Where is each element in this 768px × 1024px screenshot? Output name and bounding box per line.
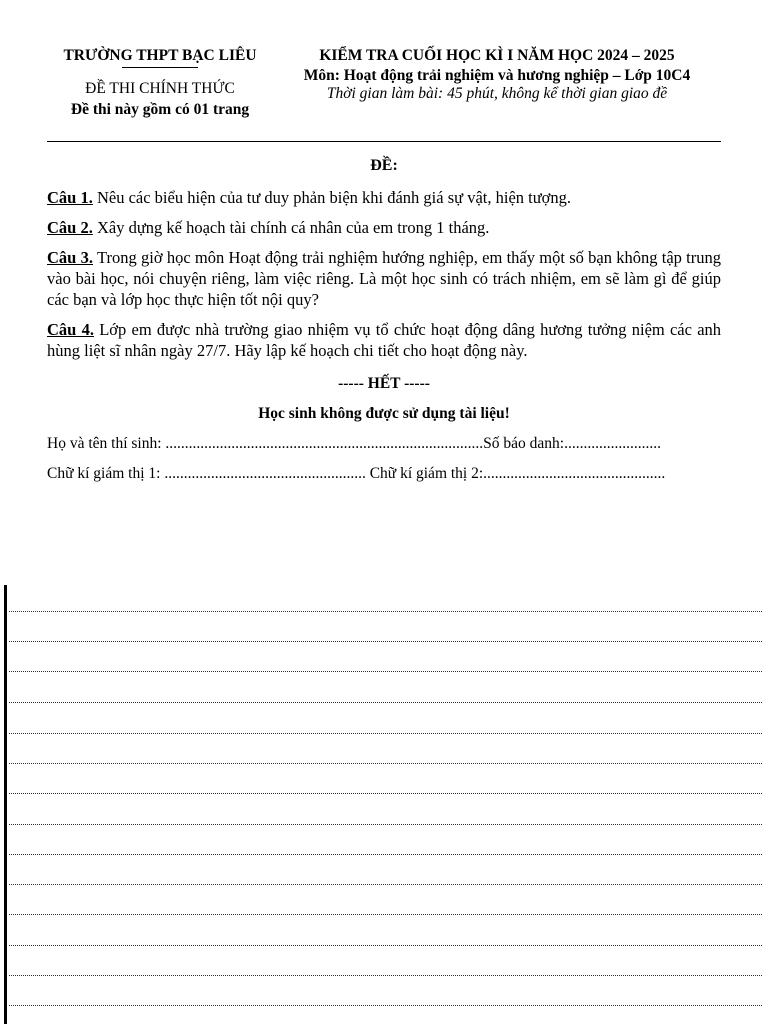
question-text: Lớp em được nhà trường giao nhiệm vụ tổ chức hoạt động dâng hương tưởng niệm các anh hùng liệt sĩ nhân ngày 27/7. Hãy lập kế hoạch chi tiết cho hoạt động này. [47,320,722,360]
question-label: Câu 1. [47,188,93,207]
school-name: TRƯỜNG THPT BẠC LIÊU [63,47,257,64]
proctor-signature-field: Chữ kí giám thị 1: .................................................... Chữ kí giám thị 2:............................................... [47,465,666,482]
question-4 [47,319,721,361]
question-3 [47,247,721,310]
question-list [47,187,721,370]
no-materials-notice: Học sinh không được sử dụng tài liệu! [258,405,510,422]
end-marker: ----- HẾT ----- [338,375,430,392]
exam-title: KIỂM TRA CUỐI HỌC KÌ I NĂM HỌC 2024 – 2025 [319,47,675,64]
question-1 [47,187,721,208]
answer-line [9,793,762,794]
section-heading: ĐỀ: [370,157,398,174]
question-label: Câu 2. [47,218,93,237]
official-label: ĐỀ THI CHÍNH THỨC [85,80,235,97]
header-right [282,47,712,103]
answer-line [9,914,762,915]
answer-line [9,824,762,825]
answer-line [9,641,762,642]
answer-line [9,854,762,855]
header-divider [47,141,721,142]
answer-line [9,975,762,976]
answer-line [9,884,762,885]
page-count-note: Đề thi này gồm có 01 trang [70,101,250,118]
answer-line [9,733,762,734]
answer-lines-area [0,585,768,1024]
question-label: Câu 4. [47,320,94,339]
question-label: Câu 3. [47,248,93,267]
margin-bar [4,585,7,1024]
answer-line [9,1005,762,1006]
duration-line: Thời gian làm bài: 45 phút, không kể thời gian giao đề [326,85,668,102]
answer-line [9,945,762,946]
answer-line [9,702,762,703]
question-text: Nêu các biểu hiện của tư duy phản biện khi đánh giá sự vật, hiện tượng. [96,188,572,207]
candidate-name-field: Họ và tên thí sinh: ..................................................................................Số báo danh:......................... [47,435,661,452]
question-text: Xây dựng kế hoạch tài chính cá nhân của em trong 1 tháng. [96,218,490,237]
answer-line [9,671,762,672]
subject-line: Môn: Hoạt động trải nghiệm và hương nghiệp – Lớp 10C4 [303,67,691,84]
school-underline [122,67,198,68]
question-2 [47,217,721,238]
question-text: Trong giờ học môn Hoạt động trải nghiệm hướng nghiệp, em thấy một số bạn không tập trung vào bài học, nói chuyện riêng, làm việc riêng. Là một học sinh có trách nhiệm, em sẽ làm gì để giúp các bạn và lớp học thực hiện tốt nội quy? [47,248,722,309]
answer-line [9,611,762,612]
header-left [40,47,280,119]
answer-line [9,763,762,764]
